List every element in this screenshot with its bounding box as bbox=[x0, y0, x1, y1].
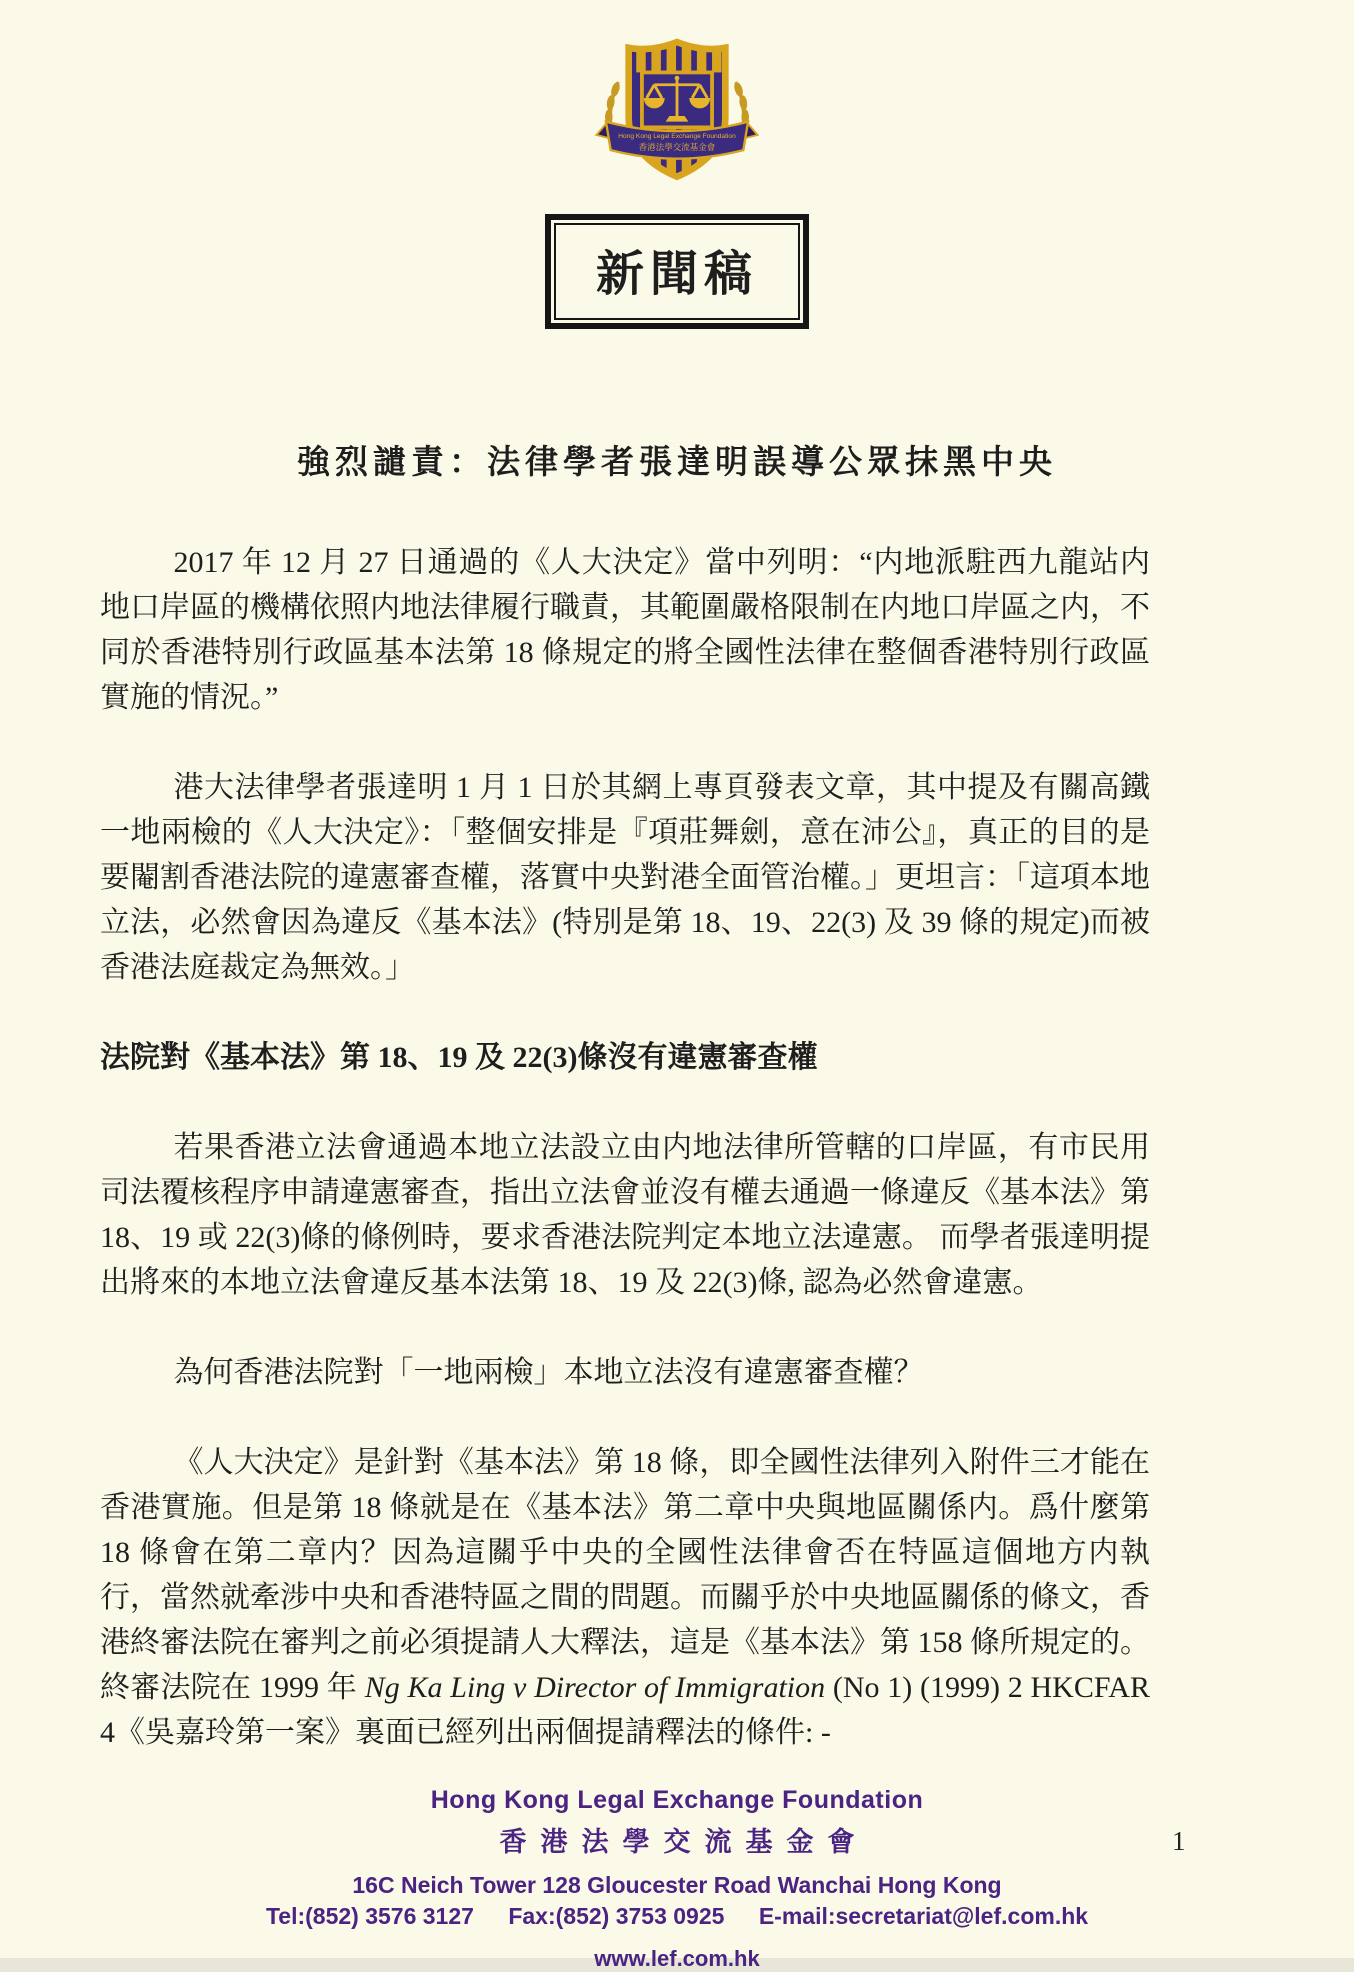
paragraph-question: 為何香港法院對「一地兩檢」本地立法沒有違憲審查權？ bbox=[173, 1356, 924, 1389]
paragraph-npc-decision: 2017 年 12 月 27 日通過的《人大決定》當中列明：“内地派駐西九龍站内地口岸區的機構依照内地法律履行職責，其範圍嚴格限制在内地口岸區之内，不同於香港特別行政區基本法第 18 條規定的將全國性法律在整個香港特別行政區實施的情況。” bbox=[100, 546, 1150, 714]
paragraph-5-text-before: 《人大決定》是針對《基本法》第 18 條，即全國性法律列入附件三才能在香港實施。但是第 18 條就是在《基本法》第二章中央與地區關係内。爲什麼第 18 條會在第二章内？因為這關乎中央的全國性法律會否在特區這個地方内執行，當然就牽涉中央和香港特區之間的問題。而關乎於中央地區關係的條文，香港終審法院在審判之前必須提請人大釋法，這是《基本法》第 158 條所規定的。終審法院在 1999 年 bbox=[100, 1446, 1150, 1704]
paragraph-scholar-article: 港大法律學者張達明 1 月 1 日於其網上專頁發表文章，其中提及有關高鐵一地兩檢的《人大決定》：「整個安排是『項莊舞劍，意在沛公』，真正的目的是要閹割香港法院的違憲審查權，落實中央對港全面管治權。」更坦言：「這項本地立法，必然會因為違反《基本法》(特別是第 18、19、22(3) 及 39 條的規定)而被香港法庭裁定為無效。」 bbox=[100, 771, 1150, 984]
paragraph-judicial-review: 若果香港立法會通過本地立法設立由内地法律所管轄的口岸區，有市民用司法覆核程序申請違憲審查，指出立法會並沒有權去通過一條違反《基本法》第 18、19 或 22(3)條的條例時，要求香港法院判定本地立法違憲。 而學者張達明提出將來的本地立法會違反基本法第 18、19 及 22(3)條, 認為必然會違憲。 bbox=[100, 1131, 1150, 1299]
paragraph-5-text-after: (No 1) (1999) 2 HKCFAR 4《吳嘉玲第一案》裏面已經列出兩個提請釋法的條件: - bbox=[100, 1671, 1150, 1749]
document-body bbox=[100, 540, 1150, 1800]
footer-org-name-zh: 香港法學交流基金會 bbox=[499, 1827, 869, 1857]
footer-email: E-mail:secretariat@lef.com.hk bbox=[758, 1903, 1089, 1929]
headline: 強烈譴責：法律學者張達明誤導公眾抹黑中央 bbox=[297, 445, 1057, 481]
footer-fax: Fax:(852) 3753 0925 bbox=[508, 1903, 725, 1929]
page-number: 1 bbox=[1172, 1826, 1186, 1856]
crest-svg bbox=[587, 30, 767, 202]
press-release-title-box-inner bbox=[554, 223, 800, 320]
footer-contact-line bbox=[0, 1903, 1354, 1930]
footer bbox=[0, 1786, 1354, 1972]
footer-website: www.lef.com.hk bbox=[594, 1946, 760, 1971]
ribbon-text-en: Hong Kong Legal Exchange Foundation bbox=[618, 132, 736, 140]
press-release-title: 新聞稿 bbox=[595, 248, 759, 301]
press-release-title-box bbox=[545, 214, 809, 329]
case-citation: Ng Ka Ling v Director of Immigration bbox=[364, 1671, 826, 1704]
ribbon-text-zh: 香港法學交流基金會 bbox=[638, 142, 716, 153]
foundation-crest-logo bbox=[587, 30, 767, 207]
footer-address: 16C Neich Tower 128 Gloucester Road Wanchai Hong Kong bbox=[352, 1872, 1002, 1898]
footer-org-name-en: Hong Kong Legal Exchange Foundation bbox=[430, 1786, 924, 1814]
paragraph-basic-law-analysis bbox=[100, 1440, 1150, 1755]
footer-tel: Tel:(852) 3576 3127 bbox=[265, 1903, 474, 1929]
section-heading: 法院對《基本法》第 18、19 及 22(3)條沒有違憲審查權 bbox=[100, 1041, 818, 1074]
